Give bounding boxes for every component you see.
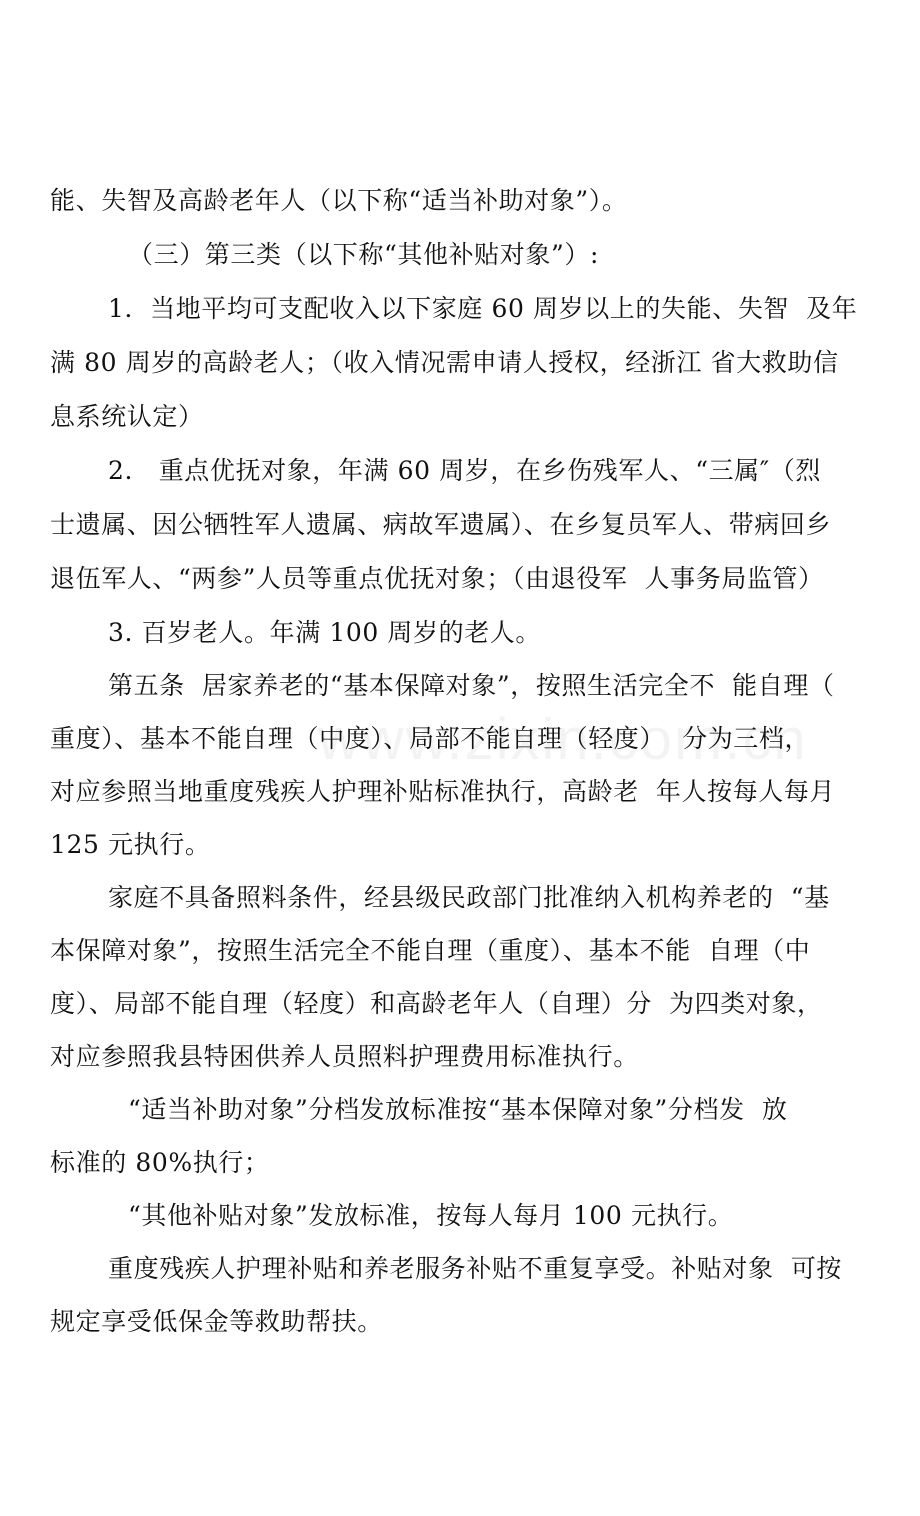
text-line: 度）、局部不能自理（轻度）和高龄老年人（自理）分 为四类对象，: [50, 989, 823, 1018]
article-heading: 第五条 居家养老的“基本保障对象”，按照生活完全不 能自理（: [108, 671, 835, 700]
text-line: 对应参照当地重度残疾人护理补贴标准执行，高龄老 年人按每人每月: [50, 777, 836, 806]
text-line: 士遗属、因公牺牲军人遗属、病故军遗属）、在乡复员军人、带病回乡: [50, 510, 832, 539]
text-line: 重度）、基本不能自理（中度）、局部不能自理（轻度） 分为三档，: [50, 724, 811, 753]
text-line: 满 80 周岁的高龄老人；（收入情况需申请人授权，经浙江 省大救助信: [50, 348, 839, 377]
text-line: 125 元执行。: [50, 830, 211, 859]
list-item-1: 1．当地平均可支配收入以下家庭 60 周岁以上的失能、失智 及年: [108, 294, 858, 323]
text-line: 本保障对象”，按照生活完全不能自理（重度）、基本不能 自理（中: [50, 936, 811, 965]
paragraph-start: “其他补贴对象”发放标准，按每人每月 100 元执行。: [128, 1201, 734, 1230]
list-item-3: 3. 百岁老人。年满 100 周岁的老人。: [108, 618, 542, 647]
list-item-2: 2. 重点优抚对象，年满 60 周岁，在乡伤残军人、“三属″（烈: [108, 456, 821, 485]
section-heading: （三）第三类（以下称“其他补贴对象”）:: [128, 240, 599, 269]
paragraph-start: 家庭不具备照料条件，经县级民政部门批准纳入机构养老的 “基: [108, 883, 830, 912]
text-line: 息系统认定）: [50, 402, 204, 431]
paragraph-start: 重度残疾人护理补贴和养老服务补贴不重复享受。补贴对象 可按: [108, 1254, 842, 1283]
text-line: 能、失智及高龄老年人（以下称“适当补助对象”）。: [50, 186, 628, 215]
text-line: 标准的 80%执行；: [50, 1148, 270, 1177]
text-line: 退伍军人、“两参”人员等重点优抚对象；（由退役军 人事务局监管）: [50, 564, 824, 593]
text-line: 对应参照我县特困供养人员照料护理费用标准执行。: [50, 1042, 639, 1071]
text-line: 规定享受低保金等救助帮扶。: [50, 1307, 383, 1336]
paragraph-start: “适当补助对象”分档发放标准按“基本保障对象”分档发 放: [128, 1095, 788, 1124]
